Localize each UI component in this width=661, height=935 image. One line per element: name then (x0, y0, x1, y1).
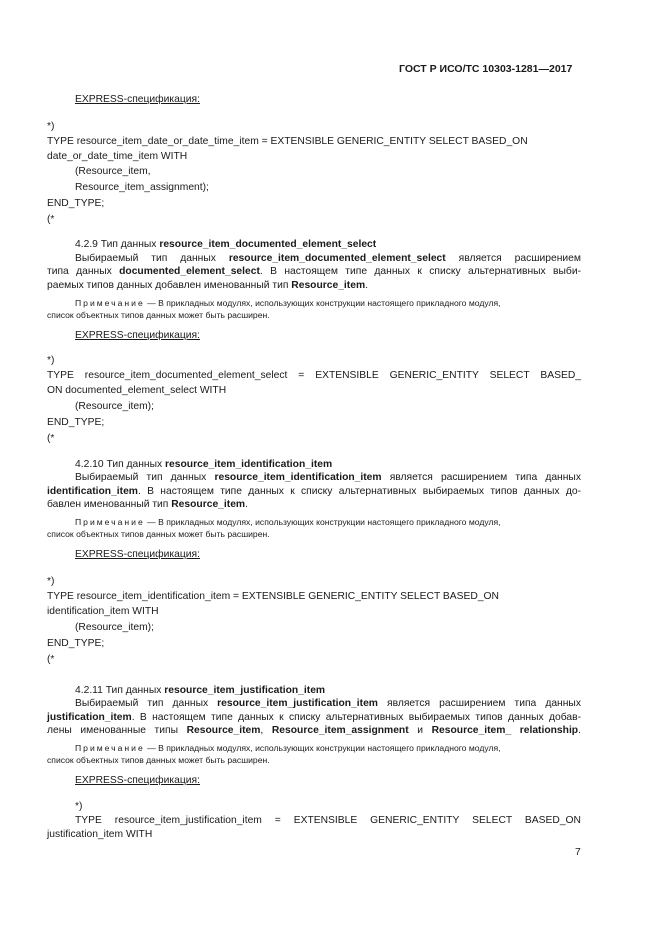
code-line: (Resource_item); (75, 401, 154, 412)
page-header: ГОСТ Р ИСО/ТС 10303-1281—2017 (399, 63, 573, 75)
code-line: justification_item WITH (47, 829, 153, 840)
comment-open: (* (47, 433, 55, 444)
code-line: TYPE resource_item_date_or_date_time_item = EXTENSIBLE GENERIC_ENTITY SELECT BASED_ON (47, 136, 528, 147)
code-line: END_TYPE; (47, 638, 105, 649)
paragraph-line: Выбираемый тип данных resource_item_identification_item является расширением типа данных (75, 472, 581, 483)
code-line: TYPE resource_item_justification_item = EXTENSIBLE GENERIC_ENTITY SELECT BASED_ON (75, 815, 581, 826)
paragraph-line: identification_item. В настоящем типе данных к списку альтернативных выбираемых типов данных до- (47, 486, 581, 497)
paragraph-line: типа данных documented_element_select. В настоящем типе данных к списку альтернативных выби- (47, 266, 581, 277)
express-label: EXPRESS-спецификация: (75, 330, 200, 341)
section-heading: 4.2.9 Тип данных resource_item_documented_element_select (75, 239, 377, 250)
paragraph-line: раемых типов данных добавлен именованный тип Resource_item. (47, 280, 368, 291)
code-line: date_or_date_time_item WITH (47, 151, 188, 162)
code-line: ON documented_element_select WITH (47, 385, 227, 396)
code-line: (Resource_item); (75, 622, 154, 633)
express-label: EXPRESS-спецификация: (75, 94, 200, 105)
code-line: TYPE resource_item_documented_element_select = EXTENSIBLE GENERIC_ENTITY SELECT BASED_ (47, 370, 581, 381)
comment-close: *) (47, 576, 55, 587)
note-line: список объектных типов данных может быть расширен. (47, 755, 270, 765)
comment-close: *) (75, 801, 83, 812)
comment-close: *) (47, 121, 55, 132)
comment-close: *) (47, 355, 55, 366)
paragraph-line: justification_item. В настоящем типе данных к списку альтернативных выбираемых типов данных добав- (47, 712, 581, 723)
code-line: END_TYPE; (47, 198, 105, 209)
section-heading: 4.2.11 Тип данных resource_item_justification_item (75, 685, 326, 696)
section-heading: 4.2.10 Тип данных resource_item_identification_item (75, 459, 333, 470)
paragraph-line: Выбираемый тип данных resource_item_documented_element_select является расширением (75, 253, 581, 264)
express-label: EXPRESS-спецификация: (75, 775, 200, 786)
comment-open: (* (47, 654, 55, 665)
note-line: Примечание — В прикладных модулях, использующих конструкции настоящего прикладного модуля, (75, 517, 501, 527)
comment-open: (* (47, 214, 55, 225)
note-line: Примечание — В прикладных модулях, использующих конструкции настоящего прикладного модуля, (75, 298, 501, 308)
paragraph-line: Выбираемый тип данных resource_item_justification_item является расширением типа данных (75, 698, 581, 709)
code-line: identification_item WITH (47, 606, 159, 617)
note-line: список объектных типов данных может быть расширен. (47, 529, 270, 539)
note-line: Примечание — В прикладных модулях, использующих конструкции настоящего прикладного модуля, (75, 743, 501, 753)
page-number: 7 (575, 847, 581, 858)
code-line: (Resource_item, (75, 166, 151, 177)
paragraph-line: лены именованные типы Resource_item, Resource_item_assignment и Resource_item_ relationship. (47, 725, 581, 736)
code-line: END_TYPE; (47, 417, 105, 428)
express-label: EXPRESS-спецификация: (75, 549, 200, 560)
paragraph-line: бавлен именованный тип Resource_item. (47, 499, 248, 510)
code-line: Resource_item_assignment); (75, 182, 209, 193)
note-line: список объектных типов данных может быть расширен. (47, 310, 270, 320)
code-line: TYPE resource_item_identification_item = EXTENSIBLE GENERIC_ENTITY SELECT BASED_ON (47, 591, 499, 602)
